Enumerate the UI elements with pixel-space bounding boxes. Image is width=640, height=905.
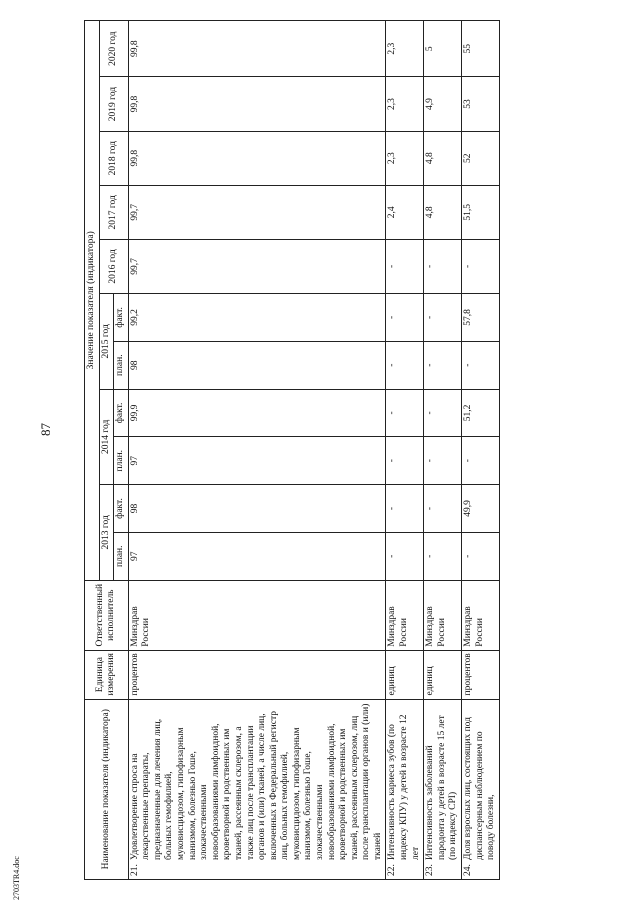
value-cell: 99,7 bbox=[128, 239, 386, 293]
value-cell: 53 bbox=[461, 77, 499, 131]
header-name: Наименование показателя (индикатора) bbox=[85, 699, 129, 879]
value-cell: - bbox=[461, 341, 499, 389]
page-number: 87 bbox=[38, 423, 53, 436]
indicator-name: Интенсивность заболеваний пародонта у детей в возрасте 15 лет (по индексу CPI) bbox=[425, 715, 459, 860]
value-cell: 5 bbox=[424, 21, 462, 77]
indicator-name: Доля взрослых лиц, состоящих под диспансерным наблюдением по поводу болезни, bbox=[462, 717, 497, 860]
value-cell: 97 bbox=[128, 437, 386, 485]
unit-cell: единиц bbox=[424, 650, 462, 699]
row-index: 22. bbox=[387, 864, 398, 876]
value-cell: 2,3 bbox=[386, 131, 424, 185]
row-index: 24. bbox=[462, 864, 473, 876]
header-values: Значение показателя (индикатора) bbox=[85, 21, 100, 581]
value-cell: 4,9 bbox=[424, 77, 462, 131]
footer-filename: 2703TR4.doc bbox=[12, 856, 21, 900]
value-cell: 99,8 bbox=[128, 21, 386, 77]
value-cell: 99,2 bbox=[128, 294, 386, 342]
value-cell: 99,8 bbox=[128, 77, 386, 131]
unit-cell: процентов bbox=[461, 650, 499, 699]
value-cell: 99,8 bbox=[128, 131, 386, 185]
value-cell: - bbox=[424, 341, 462, 389]
indicator-table bbox=[84, 20, 500, 880]
indicator-name-cell bbox=[386, 699, 424, 879]
responsible-cell: Минздрав России bbox=[424, 580, 462, 650]
value-cell: - bbox=[424, 294, 462, 342]
value-cell: 51,2 bbox=[461, 389, 499, 437]
indicator-name-cell bbox=[461, 699, 499, 879]
value-cell: - bbox=[424, 389, 462, 437]
value-cell: - bbox=[386, 341, 424, 389]
header-responsible: Ответственный исполнитель bbox=[85, 580, 129, 650]
value-cell: - bbox=[461, 532, 499, 580]
value-cell: - bbox=[386, 294, 424, 342]
value-cell: 97 bbox=[128, 532, 386, 580]
header-plan: план. bbox=[114, 532, 129, 580]
responsible-cell: Минздрав России bbox=[461, 580, 499, 650]
responsible-cell: Минздрав России bbox=[386, 580, 424, 650]
header-plan: план. bbox=[114, 341, 129, 389]
header-2020: 2020 год bbox=[99, 21, 128, 77]
value-cell: - bbox=[386, 437, 424, 485]
header-2018: 2018 год bbox=[99, 131, 128, 185]
header-2013: 2013 год bbox=[99, 485, 114, 581]
indicator-name: Удовлетворение спроса на лекарственные препараты, предназначенные для лечения лиц, больных гемофилией, муковисцидозом, гипофизарным нанизмом, болезнью Гоше, злокачественными новообразованиями лимфоидной, кроветворной и родственных им тканей, рассеянным склерозом, а также лиц после трансплантации органов и (или) тканей, а числе лиц, включенных в Федеральный регистр лиц, больных гемофилией, муковисцидозом, гипофизарным нанизмом, болезнью Гоше, злокачественными новообразованиями лимфоидной, кроветворной и родственных им тканей, рассеянным склерозом, лиц после трансплантации органов и (или) тканей bbox=[129, 703, 383, 860]
header-2015: 2015 год bbox=[99, 294, 114, 390]
header-2016: 2016 год bbox=[99, 239, 128, 293]
indicator-name-cell bbox=[424, 699, 462, 879]
value-cell: 52 bbox=[461, 131, 499, 185]
table-row bbox=[424, 21, 462, 880]
value-cell: 4,8 bbox=[424, 185, 462, 239]
value-cell: - bbox=[461, 239, 499, 293]
indicator-name: Интенсивность кариеса зубов (по индексу КПУ) у детей в возрасте 12 лет bbox=[387, 714, 421, 860]
value-cell: - bbox=[424, 532, 462, 580]
header-2017: 2017 год bbox=[99, 185, 128, 239]
value-cell: 4,8 bbox=[424, 131, 462, 185]
value-cell: 2,3 bbox=[386, 21, 424, 77]
table-row bbox=[128, 21, 386, 880]
header-fact: факт. bbox=[114, 294, 129, 342]
row-index: 21. bbox=[129, 864, 140, 876]
unit-cell: процентов bbox=[128, 650, 386, 699]
value-cell: - bbox=[424, 437, 462, 485]
rotated-table-container bbox=[84, 20, 624, 880]
value-cell: - bbox=[386, 389, 424, 437]
value-cell: 55 bbox=[461, 21, 499, 77]
value-cell: 2,4 bbox=[386, 185, 424, 239]
header-2019: 2019 год bbox=[99, 77, 128, 131]
header-fact: факт. bbox=[114, 389, 129, 437]
indicator-name-cell bbox=[128, 699, 386, 879]
unit-cell: единиц bbox=[386, 650, 424, 699]
value-cell: - bbox=[461, 437, 499, 485]
header-plan: план. bbox=[114, 437, 129, 485]
header-unit: Единица измерения bbox=[85, 650, 129, 699]
value-cell: 51,5 bbox=[461, 185, 499, 239]
value-cell: 57,8 bbox=[461, 294, 499, 342]
row-index: 23. bbox=[425, 864, 436, 876]
value-cell: 99,9 bbox=[128, 389, 386, 437]
responsible-cell: Минздрав России bbox=[128, 580, 386, 650]
table-row bbox=[386, 21, 424, 880]
value-cell: 2,3 bbox=[386, 77, 424, 131]
value-cell: 98 bbox=[128, 341, 386, 389]
header-2014: 2014 год bbox=[99, 389, 114, 485]
value-cell: 98 bbox=[128, 485, 386, 533]
table-row bbox=[461, 21, 499, 880]
value-cell: 49,9 bbox=[461, 485, 499, 533]
value-cell: 99,7 bbox=[128, 185, 386, 239]
value-cell: - bbox=[386, 485, 424, 533]
header-fact: факт. bbox=[114, 485, 129, 533]
value-cell: - bbox=[424, 485, 462, 533]
value-cell: - bbox=[386, 239, 424, 293]
value-cell: - bbox=[424, 239, 462, 293]
value-cell: - bbox=[386, 532, 424, 580]
